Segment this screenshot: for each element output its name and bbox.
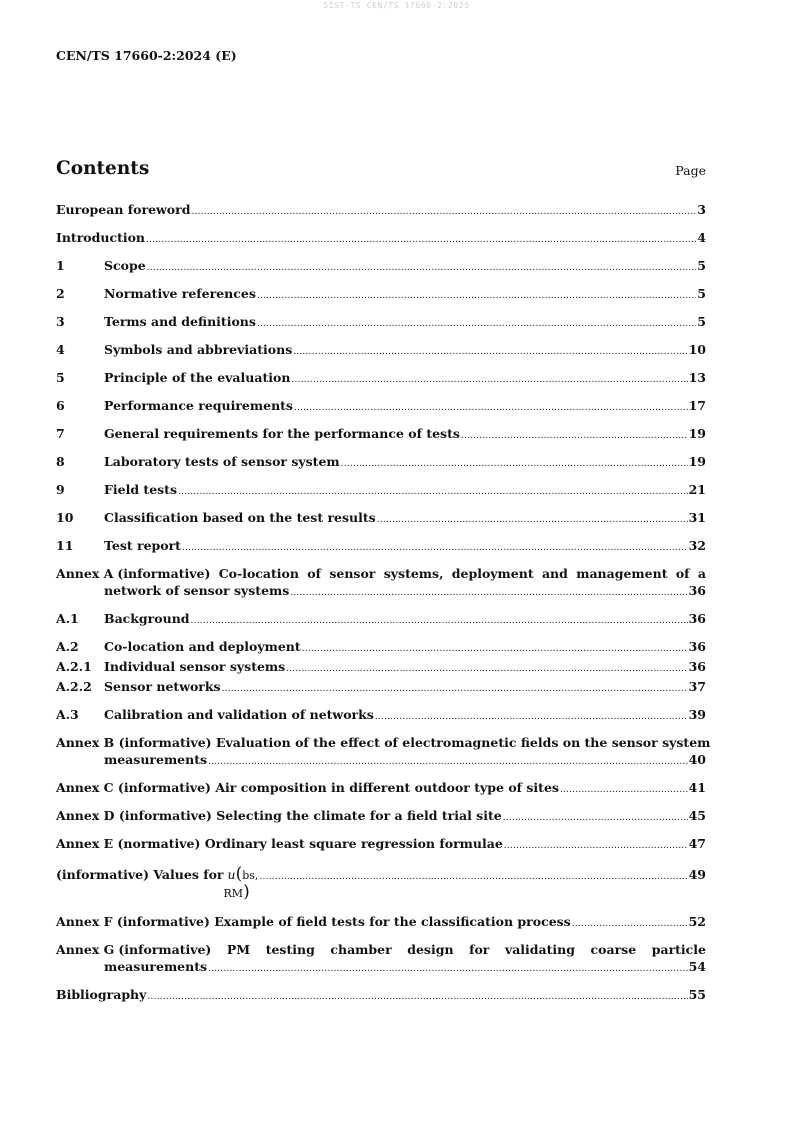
toc-section-number: 4: [56, 342, 65, 357]
toc-page-number: 55: [688, 987, 706, 1002]
toc-entry-scope[interactable]: [56, 257, 706, 277]
toc-title: Calibration and validation of networks: [104, 707, 374, 722]
toc-leader-dots: [503, 810, 688, 827]
toc-page-number: 31: [688, 510, 706, 525]
table-of-contents: [56, 201, 711, 1014]
toc-page-number: 52: [688, 914, 706, 929]
toc-entry-performance-requirements[interactable]: [56, 397, 706, 417]
toc-leader-dots: [208, 754, 688, 771]
toc-title: Classification based on the test results: [104, 510, 376, 525]
toc-entry-european-foreword[interactable]: [56, 201, 706, 221]
toc-section-number: 6: [56, 398, 65, 413]
toc-leader-dots: [375, 709, 688, 726]
toc-page-number: 5: [697, 258, 706, 273]
toc-title: Field tests: [104, 482, 177, 497]
toc-leader-dots: [302, 641, 688, 658]
toc-leader-dots: [146, 232, 696, 249]
toc-title: Laboratory tests of sensor system: [104, 454, 340, 469]
toc-title: Normative references: [104, 286, 256, 301]
toc-leader-dots: [147, 260, 697, 277]
toc-leader-dots: [208, 961, 688, 978]
toc-leader-dots: [257, 288, 696, 305]
toc-section-number: A.1: [56, 611, 79, 626]
toc-entry-test-report[interactable]: [56, 537, 706, 557]
toc-title: Introduction: [56, 230, 146, 245]
toc-page-number: 10: [688, 342, 706, 357]
toc-entry-introduction[interactable]: [56, 229, 706, 249]
toc-leader-dots: [147, 989, 687, 1006]
toc-page-number: 17: [688, 398, 706, 413]
toc-leader-dots: [291, 372, 687, 389]
toc-leader-dots: [259, 869, 687, 886]
toc-page-number: 49: [688, 867, 706, 882]
toc-entry-values-for-u[interactable]: [56, 863, 706, 902]
formula-open-paren: (: [235, 864, 243, 884]
toc-page-number: 5: [697, 286, 706, 301]
toc-entry-terms-and-definitions[interactable]: [56, 313, 706, 333]
toc-leader-dots: [294, 400, 688, 417]
toc-entry-annex-a[interactable]: [56, 565, 706, 602]
toc-title-continued: measurements: [104, 752, 208, 767]
toc-title: Annex E (normative) Ordinary least square regression formulae: [56, 836, 503, 851]
toc-section-number: 7: [56, 426, 65, 441]
toc-title: Sensor networks: [104, 679, 221, 694]
toc-leader-dots: [222, 681, 688, 698]
toc-title: (informative) Co-location of sensor systems, deployment and management of a: [117, 566, 706, 581]
toc-section-number: A.3: [56, 707, 79, 722]
formula-arguments: bs, RM: [223, 869, 259, 900]
toc-page-number: 32: [688, 538, 706, 553]
toc-leader-dots: [257, 316, 696, 333]
toc-leader-dots: [560, 782, 688, 799]
toc-entry-annex-c[interactable]: [56, 779, 706, 799]
toc-title: Annex D (informative) Selecting the climate for a field trial site: [56, 808, 502, 823]
toc-page-number: 45: [688, 808, 706, 823]
toc-annex-label: Annex G: [56, 942, 115, 957]
toc-entry-annex-e[interactable]: [56, 835, 706, 855]
toc-section-number: 11: [56, 538, 74, 553]
toc-page-number: 19: [688, 426, 706, 441]
toc-entry-background[interactable]: [56, 610, 706, 630]
toc-leader-dots: [290, 585, 687, 602]
toc-entry-annex-b[interactable]: [56, 734, 711, 771]
toc-section-number: A.2.1: [56, 659, 92, 674]
toc-entry-field-tests[interactable]: [56, 481, 706, 501]
toc-page-number: 13: [688, 370, 706, 385]
toc-entry-laboratory-tests[interactable]: [56, 453, 706, 473]
toc-leader-dots: [182, 540, 688, 557]
toc-page-number: 4: [697, 230, 706, 245]
formula-close-paren: ): [243, 882, 250, 902]
toc-leader-dots: [572, 916, 688, 933]
toc-page-number: 36: [688, 611, 706, 626]
toc-leader-dots: [178, 484, 688, 501]
toc-section-number: 10: [56, 510, 74, 525]
toc-title: Co-location and deployment: [104, 639, 301, 654]
toc-title: Principle of the evaluation: [104, 370, 291, 385]
toc-entry-general-requirements[interactable]: [56, 425, 706, 445]
toc-title: Background: [104, 611, 190, 626]
toc-entry-calibration-and-validation[interactable]: [56, 706, 706, 726]
toc-entry-principle-of-the-evaluation[interactable]: [56, 369, 706, 389]
toc-page-number: 36: [688, 659, 706, 674]
toc-title: (informative) Values for: [56, 867, 224, 882]
toc-page-number: 36: [688, 583, 706, 598]
toc-title: Performance requirements: [104, 398, 293, 413]
toc-entry-co-location-and-deployment[interactable]: [56, 638, 706, 658]
toc-section-number: 5: [56, 370, 65, 385]
toc-title: Terms and definitions: [104, 314, 256, 329]
formula-variable: u: [227, 867, 236, 882]
toc-title: General requirements for the performance of tests: [104, 426, 460, 441]
toc-title: Individual sensor systems: [104, 659, 286, 674]
toc-section-number: A.2.2: [56, 679, 92, 694]
contents-heading: Contents: [56, 158, 150, 179]
toc-leader-dots: [461, 428, 688, 445]
toc-leader-dots: [504, 838, 688, 855]
toc-entry-annex-g[interactable]: [56, 941, 706, 978]
toc-page-number: 41: [688, 780, 706, 795]
toc-title-continued: measurements: [104, 959, 208, 974]
toc-page-number: 36: [688, 639, 706, 654]
page-column-label: Page: [675, 163, 706, 178]
toc-entry-annex-f[interactable]: [56, 913, 706, 933]
toc-entry-bibliography[interactable]: [56, 986, 706, 1006]
toc-title: (informative) Evaluation of the effect of electromagnetic fields on the sensor system: [118, 735, 711, 750]
toc-entry-normative-references[interactable]: [56, 285, 706, 305]
toc-page-number: 37: [688, 679, 706, 694]
toc-page-number: 40: [688, 752, 706, 767]
toc-section-number: 8: [56, 454, 65, 469]
toc-title: Bibliography: [56, 987, 147, 1002]
toc-page-number: 21: [688, 482, 706, 497]
toc-page-number: 54: [688, 959, 706, 974]
toc-entry-individual-sensor-systems[interactable]: [56, 658, 706, 678]
toc-section-number: 9: [56, 482, 65, 497]
toc-page-number: 5: [697, 314, 706, 329]
toc-title: Test report: [104, 538, 181, 553]
document-id: CEN/TS 17660-2:2024 (E): [56, 48, 237, 63]
uncertainty-formula: [224, 866, 259, 902]
toc-entry-sensor-networks[interactable]: [56, 678, 706, 698]
toc-section-number: 3: [56, 314, 65, 329]
toc-leader-dots: [341, 456, 688, 473]
toc-page-number: 47: [688, 836, 706, 851]
toc-annex-label: Annex B: [56, 735, 115, 750]
toc-leader-dots: [191, 613, 688, 630]
toc-page-number: 19: [688, 454, 706, 469]
toc-leader-dots: [286, 661, 687, 678]
toc-section-number: A.2: [56, 639, 79, 654]
toc-annex-label: Annex A: [56, 566, 114, 581]
toc-page-number: 3: [697, 202, 706, 217]
toc-entry-symbols-and-abbreviations[interactable]: [56, 341, 706, 361]
toc-title: Annex C (informative) Air composition in different outdoor type of sites: [56, 780, 559, 795]
toc-entry-annex-d[interactable]: [56, 807, 706, 827]
toc-title: European foreword: [56, 202, 191, 217]
toc-title-continued: network of sensor systems: [104, 583, 290, 598]
toc-title: Scope: [104, 258, 146, 273]
toc-leader-dots: [377, 512, 688, 529]
toc-leader-dots: [191, 204, 696, 221]
toc-title: (informative) PM testing chamber design for validating coarse particle: [118, 942, 706, 957]
toc-page-number: 39: [688, 707, 706, 722]
toc-section-number: 1: [56, 258, 65, 273]
toc-section-number: 2: [56, 286, 65, 301]
toc-title: Annex F (informative) Example of field tests for the classification process: [56, 914, 571, 929]
toc-entry-classification[interactable]: [56, 509, 706, 529]
toc-title: Symbols and abbreviations: [104, 342, 293, 357]
toc-leader-dots: [293, 344, 687, 361]
watermark: SIST-TS CEN/TS 17660-2:2025: [323, 1, 470, 10]
